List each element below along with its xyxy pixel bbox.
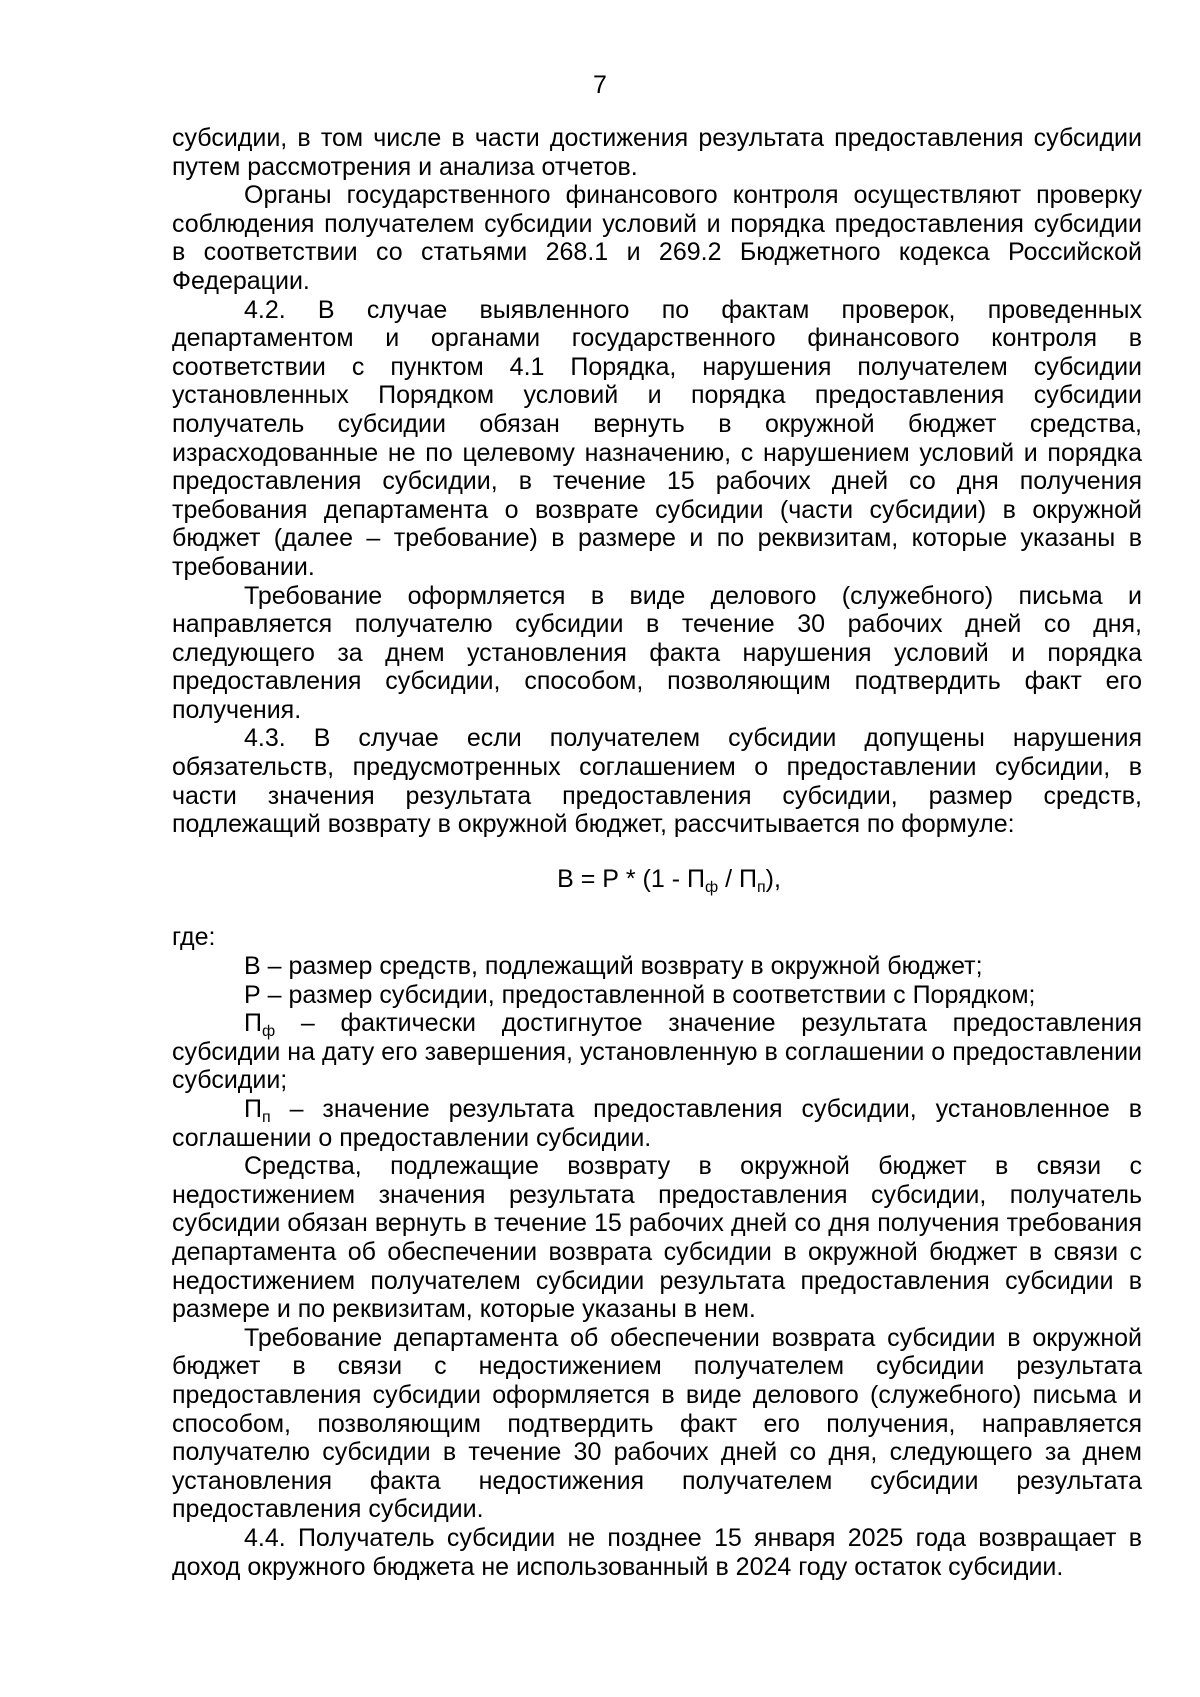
definition-v: В – размер средств, подлежащий возврату в окружной бюджет; — [244, 952, 983, 981]
paragraph-control-bodies: Органы государственного финансового контроля осуществляют проверку соблюдения получателем субсидии условий и порядка предоставления субсидии в соответствии со статьями 268.1 и 269.2 Бюджетного кодекса Российской Федерации. — [172, 181, 1142, 295]
definition-pf-text: – фактически достигнутое значение результата предоставления субсидии на дату его завершения, установленную в соглашении о предоставлении субсидии; — [172, 1009, 1142, 1095]
paragraph-department-requirement: Требование департамента об обеспечении возврата субсидии в окружной бюджет в связи с недостижением получателем субсидии результата предоставления субсидии оформляется в виде делового (служебного) письма и способом, позволяющим подтвердить факт его получения, направляется получателю субсидии в течение 30 рабочих дней со дня, следующего за днем установления факта недостижения получателем субсидии результата предоставления субсидии. — [172, 1323, 1142, 1524]
paragraph-4-4: 4.4. Получатель субсидии не позднее 15 января 2025 года возвращает в доход окружного бюджета не использованный в 2024 году остаток субсидии. — [172, 1523, 1142, 1581]
symbol-p: П — [244, 1095, 262, 1123]
paragraph-4-2: 4.2. В случае выявленного по фактам проверок, проведенных департаментом и органами государственного финансового контроля в соответствии с пунктом 4.1 Порядка, нарушения получателем субсидии установленных Порядком условий и порядка предоставления субсидии получатель субсидии обязан вернуть в окружной бюджет средства, израсходованные не по целевому назначению, с нарушением условий и порядка предоставления субсидии, в течение 15 рабочих дней со дня получения требования департамента о возврате субсидии (части субсидии) в окружной бюджет (далее – требование) в размере и по реквизитам, которые указаны в требовании. — [172, 295, 1142, 581]
formula-sub-f: ф — [704, 878, 719, 896]
symbol-sub-f: ф — [261, 1023, 276, 1041]
definition-pp — [172, 1095, 1142, 1152]
definition-pf — [172, 1009, 1142, 1095]
document-body — [172, 124, 1142, 1581]
where-label: где: — [172, 923, 216, 952]
page-number: 7 — [593, 71, 607, 99]
symbol-p: П — [244, 1009, 262, 1038]
symbol-sub-p: п — [261, 1109, 271, 1126]
formula-mid: / П — [718, 864, 757, 893]
paragraph-continuation: субсидии, в том числе в части достижения результата предоставления субсидии путем рассмотрения и анализа отчетов. — [172, 124, 1142, 181]
formula-sub-p: п — [756, 878, 766, 896]
formula-lhs: В = Р * (1 - П — [557, 864, 705, 893]
formula — [172, 865, 1142, 894]
paragraph-requirement-letter: Требование оформляется в виде делового (служебного) письма и направляется получателю субсидии в течение 30 рабочих дней со дня, следующего за днем установления факта нарушения условий и порядка предоставления субсидии, способом, позволяющим подтвердить факт его получения. — [172, 581, 1142, 724]
definition-pp-text: – значение результата предоставления субсидии, установленное в соглашении о предоставлении субсидии. — [172, 1095, 1142, 1152]
paragraph-funds-return: Средства, подлежащие возврату в окружной бюджет в связи с недостижением значения результата предоставления субсидии, получатель субсидии обязан вернуть в течение 15 рабочих дней со дня получения требования департамента об обеспечении возврата субсидии в окружной бюджет в связи с недостижением получателем субсидии результата предоставления субсидии в размере и по реквизитам, которые указаны в нем. — [172, 1152, 1142, 1324]
formula-end: ), — [765, 864, 781, 893]
definition-r: Р – размер субсидии, предоставленной в соответствии с Порядком; — [244, 980, 1036, 1009]
paragraph-4-3: 4.3. В случае если получателем субсидии допущены нарушения обязательств, предусмотренных соглашением о предоставлении субсидии, в части значения результата предоставления субсидии, размер средств, подлежащий возврату в окружной бюджет, рассчитывается по формуле: — [172, 724, 1142, 839]
